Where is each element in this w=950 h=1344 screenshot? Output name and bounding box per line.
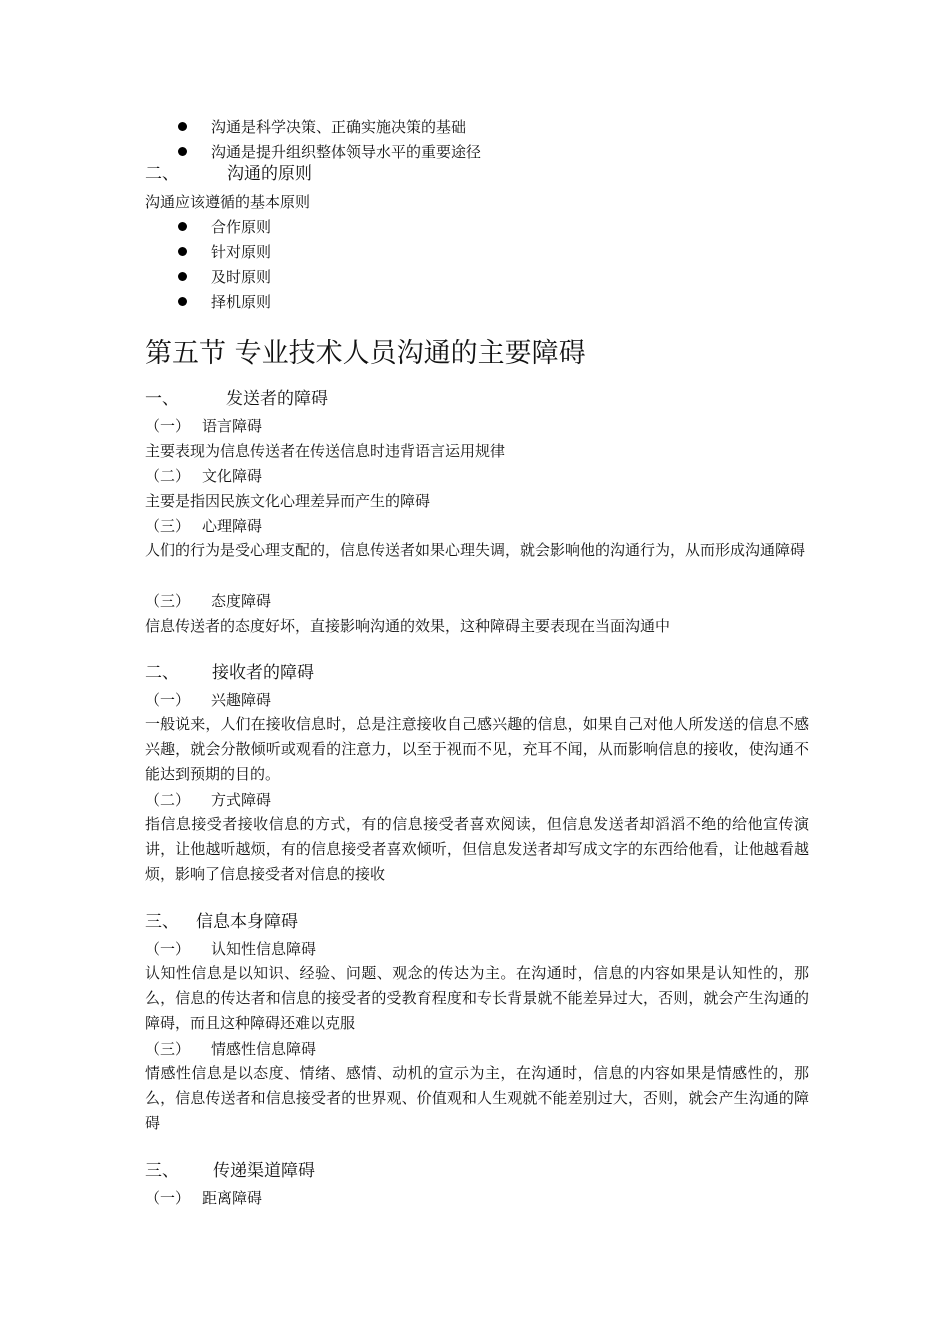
chapter-title: 第五节 专业技术人员沟通的主要障碍 [145,338,586,369]
paragraph: 信息传送者的态度好坏，直接影响沟通的效果，这种障碍主要表现在当面沟通中 [145,617,671,635]
bullet-dot [178,122,187,131]
bullet-dot [178,272,187,281]
subsection-heading [145,690,272,710]
subsection-heading [145,1039,317,1059]
bullet-dot [178,147,187,156]
subsection-number: （三） [145,1040,191,1058]
section-title: 发送者的障碍 [226,389,328,409]
section-heading [145,1161,315,1181]
section-heading [145,912,298,932]
paragraph: 沟通应该遵循的基本原则 [145,193,311,211]
section-title: 传递渠道障碍 [213,1161,315,1181]
paragraph: 指信息接受者接收信息的方式，有的信息接受者喜欢阅读，但信息发送者却滔滔不绝的给他宣传演讲，让他越听越烦，有的信息接受者喜欢倾听，但信息发送者却写成文字的东西给他看，让他越看越烦，影响了信息接受者对信息的接收 [145,815,809,883]
subsection-title: 认知性信息障碍 [211,940,317,958]
section-number: 三、 [145,912,179,932]
bullet-item: 针对原则 [211,243,272,261]
subsection-heading [145,939,317,959]
bullet-item: 沟通是提升组织整体领导水平的重要途径 [211,143,482,161]
subsection-title: 态度障碍 [211,592,272,610]
subsection-title: 方式障碍 [211,791,272,809]
section-heading [145,663,314,683]
paragraph: 主要是指因民族文化心理差异而产生的障碍 [145,492,431,510]
bullet-item: 沟通是科学决策、正确实施决策的基础 [211,118,467,136]
section-number: 二、 [145,663,179,683]
bullet-item: 合作原则 [211,218,272,236]
section-title: 接收者的障碍 [212,663,314,683]
subsection-title: 心理障碍 [202,517,263,535]
subsection-heading [145,416,263,436]
subsection-heading [145,516,263,536]
subsection-title: 情感性信息障碍 [211,1040,317,1058]
paragraph: 主要表现为信息传送者在传送信息时违背语言运用规律 [145,442,506,460]
subsection-title: 兴趣障碍 [211,691,272,709]
bullet-dot [178,297,187,306]
subsection-heading [145,1188,263,1208]
paragraph: 情感性信息是以态度、情绪、感情、动机的宣示为主，在沟通时，信息的内容如果是情感性的，那么，信息传送者和信息接受者的世界观、价值观和人生观就不能差别过大，否则，就会产生沟通的障碍 [145,1064,809,1132]
paragraph: 一般说来，人们在接收信息时，总是注意接收自己感兴趣的信息，如果自己对他人所发送的信息不感兴趣，就会分散倾听或观看的注意力，以至于视而不见，充耳不闻，从而影响信息的接收，使沟通不能达到预期的目的。 [145,715,809,783]
section-number: 一、 [145,389,179,409]
section-title: 信息本身障碍 [196,912,298,932]
section-heading [145,389,328,409]
subsection-heading [145,790,272,810]
section-number: 二、 [145,164,179,184]
subsection-number: （三） [145,592,191,610]
subsection-title: 语言障碍 [202,417,263,435]
subsection-number: （一） [145,940,191,958]
subsection-title: 距离障碍 [202,1189,263,1207]
subsection-heading [145,466,263,486]
subsection-number: （一） [145,417,191,435]
subsection-number: （二） [145,467,191,485]
section-title: 沟通的原则 [227,164,312,184]
bullet-item: 择机原则 [211,293,272,311]
bullet-dot [178,222,187,231]
subsection-number: （三） [145,517,191,535]
subsection-number: （二） [145,791,191,809]
paragraph: 认知性信息是以知识、经验、问题、观念的传达为主。在沟通时，信息的内容如果是认知性的，那么，信息的传达者和信息的接受者的受教育程度和专长背景就不能差异过大，否则，就会产生沟通的障碍，而且这种障碍还难以克服 [145,964,809,1032]
subsection-number: （一） [145,691,191,709]
section-heading [145,164,312,184]
paragraph: 人们的行为是受心理支配的，信息传送者如果心理失调，就会影响他的沟通行为，从而形成沟通障碍 [145,541,806,559]
bullet-item: 及时原则 [211,268,272,286]
section-number: 三、 [145,1161,179,1181]
subsection-title: 文化障碍 [202,467,263,485]
subsection-number: （一） [145,1189,191,1207]
bullet-dot [178,247,187,256]
subsection-heading [145,591,272,611]
